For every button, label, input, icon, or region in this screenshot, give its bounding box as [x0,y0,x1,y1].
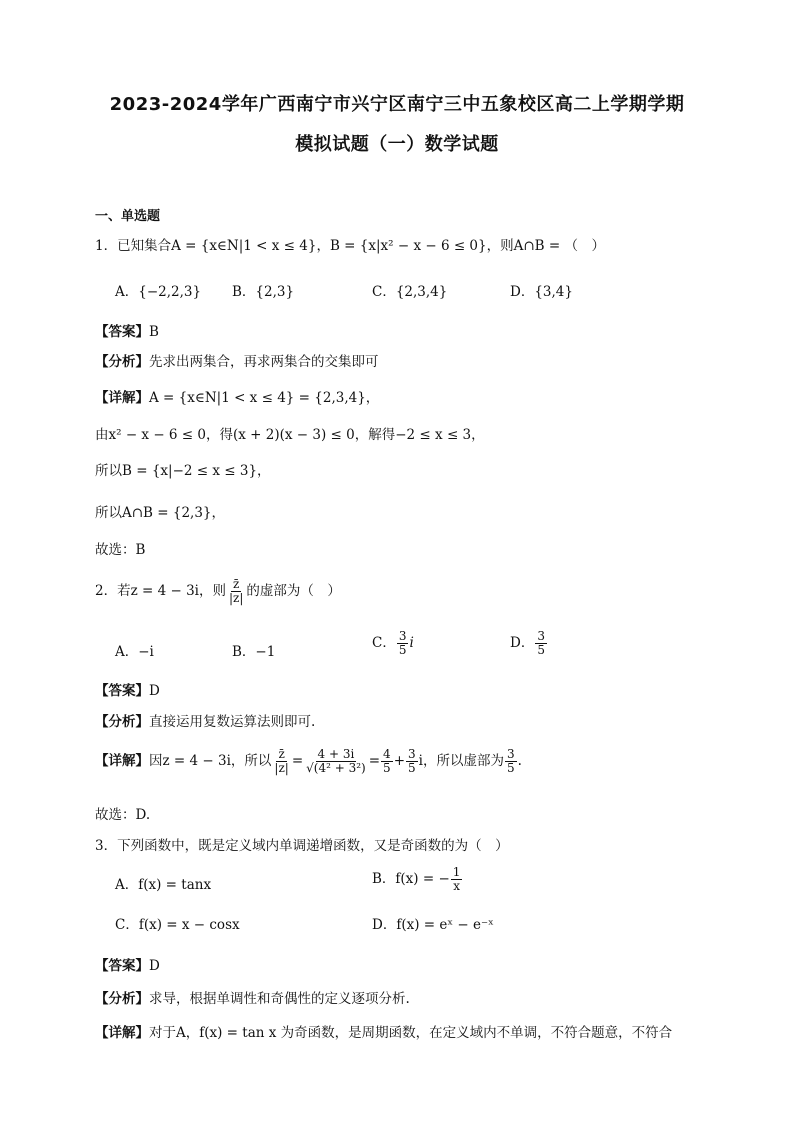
fraction-denominator: 5 [408,761,416,775]
option-fraction [451,866,463,893]
period: . [517,753,522,769]
q2-stem [95,578,341,605]
detail-fraction-3 [381,748,393,775]
detail-tag: 【详解】 [95,753,149,769]
q3-answer [95,954,160,974]
q2-analysis [95,710,315,730]
fraction-numerator: 4 + 3i [317,747,355,761]
q1-detail-line-1 [95,386,379,406]
q1-detail-line-3: 所以B = {x|−2 ≤ x ≤ 3}， [95,463,271,479]
option-fraction [397,630,409,657]
equals-sign: = [291,753,304,769]
detail-fraction-4 [406,748,418,775]
analysis-text: 求导，根据单调性和奇偶性的定义逐项分析. [149,991,410,1007]
detail-fraction-1 [272,748,290,775]
detail-fraction-2 [304,748,368,775]
q1-answer [95,320,159,340]
analysis-tag: 【分析】 [95,354,149,370]
fraction-numerator: 3 [537,629,545,643]
q2-detail [95,748,522,775]
section-heading: 一、单选题 [95,209,161,224]
q1-analysis [95,350,379,370]
q2-option-b: B．−1 [232,644,276,660]
q1-option-b: B．{2,3} [232,284,295,300]
q3-stem: 3．下列函数中，既是定义域内单调递增函数，又是奇函数的为（ ） [95,838,509,854]
analysis-tag: 【分析】 [95,714,149,730]
answer-value: D [149,683,160,699]
plus-sign: + [393,753,405,769]
q2-conclusion: 故选：D. [95,807,151,823]
fraction-denominator: 5 [383,761,391,775]
detail-text: 因z = 4 − 3i，所以 [149,753,272,769]
q2-stem-prefix: 2．若z = 4 − 3i，则 [95,583,226,599]
fraction-denominator: 5 [398,643,407,657]
q3-option-c: C．f(x) = x − cosx [115,917,240,933]
q1-detail-line-2: 由x² − x − 6 ≤ 0，得(x + 2)(x − 3) ≤ 0，解得−2 ≤ x ≤ 3， [95,427,485,443]
fraction-denominator: 5 [506,761,515,775]
fraction-numerator: 1 [452,865,461,879]
answer-tag: 【答案】 [95,324,149,340]
detail-tag: 【详解】 [95,390,149,406]
fraction-numerator: 3 [408,747,416,761]
imaginary-unit: i [409,635,414,651]
q3-option-a: A．f(x) = tanx [115,877,212,893]
answer-tag: 【答案】 [95,683,149,699]
q1-detail-line-4: 所以A∩B = {2,3}， [95,505,226,521]
analysis-tag: 【分析】 [95,991,149,1007]
q1-stem: 1．已知集合A = {x∈N|1 < x ≤ 4}，B = {x|x² − x − 6 ≤ 0}，则A∩B = （ ） [95,238,605,254]
answer-value: B [149,324,159,340]
fraction-numerator: 3 [398,629,407,643]
analysis-text: 直接运用复数运算法则即可. [149,714,316,730]
detail-text-2: i，所以虚部为 [418,753,504,769]
q2-option-a: A．−i [115,644,154,660]
option-label: D． [510,635,535,651]
option-fraction [535,630,547,657]
fraction-denominator: √(4² + 3²) [306,761,366,775]
fraction-denominator: |z| [229,591,244,605]
q1-option-d: D．{3,4} [510,284,573,300]
analysis-text: 先求出两集合，再求两集合的交集即可 [149,354,379,370]
q1-conclusion: 故选：B [95,542,146,558]
document-title-line-1: 2023-2024学年广西南宁市兴宁区南宁三中五象校区高二上学期学期 [109,94,685,115]
detail-text: A = {x∈N|1 < x ≤ 4} = {2,3,4}， [149,390,380,406]
q1-option-a: A．{−2,2,3} [115,284,202,300]
fraction-numerator: z̄ [233,577,240,591]
answer-value: D [149,958,160,974]
fraction-numerator: 4 [383,747,391,761]
detail-text: 对于A，f(x) = tan x 为奇函数，是周期函数，在定义域内不单调，不符合题意，不符合 [149,1025,673,1041]
equals-sign: = [368,753,381,769]
q2-answer [95,679,160,699]
option-label: C． [372,635,396,651]
fraction-numerator: z̄ [278,747,285,761]
q1-option-c: C．{2,3,4} [372,284,448,300]
option-label: B．f(x) = − [372,871,450,887]
q2-option-c [372,630,414,657]
q3-detail [95,1021,672,1041]
q2-stem-suffix: 的虚部为（ ） [246,583,341,599]
document-title-line-2: 模拟试题（一）数学试题 [295,134,499,155]
answer-tag: 【答案】 [95,958,149,974]
fraction-numerator: 3 [506,747,515,761]
detail-fraction-5 [505,748,517,775]
q2-option-d [510,630,548,657]
fraction-denominator: x [453,879,460,893]
fraction-denominator: 5 [537,643,545,657]
q3-option-b [372,866,463,893]
q3-analysis [95,987,410,1007]
q2-stem-fraction [227,578,245,605]
q3-option-d: D．f(x) = eˣ − e⁻ˣ [372,917,494,933]
detail-tag: 【详解】 [95,1025,149,1041]
fraction-denominator: |z| [274,761,289,775]
